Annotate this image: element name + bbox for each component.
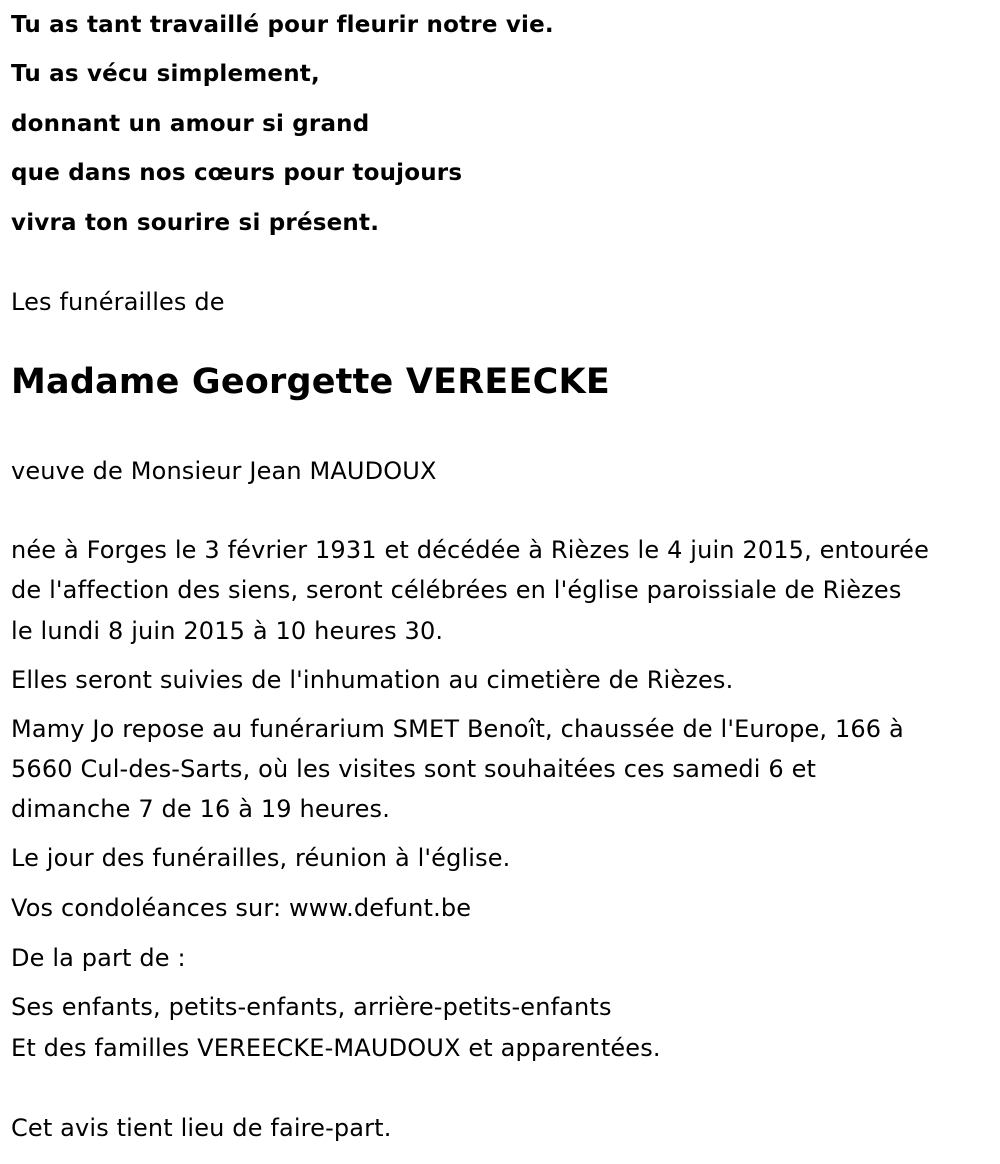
poem-line-3: donnant un amour si grand — [11, 111, 370, 137]
birth-death-line-3: le lundi 8 juin 2015 à 10 heures 30. — [11, 617, 444, 645]
family-line-2: Et des familles VEREECKE-MAUDOUX et apparentées. — [11, 1034, 661, 1062]
repose-line-2: 5660 Cul-des-Sarts, où les visites sont souhaitées ces samedi 6 et — [11, 755, 817, 783]
repose-line-3: dimanche 7 de 16 à 19 heures. — [11, 795, 390, 823]
from-label: De la part de : — [11, 944, 186, 972]
burial-text: Elles seront suivies de l'inhumation au cimetière de Rièzes. — [11, 666, 734, 694]
closing-text: Cet avis tient lieu de faire-part. — [11, 1114, 392, 1142]
funeral-intro: Les funérailles de — [11, 288, 225, 316]
condolences-text: Vos condoléances sur: www.defunt.be — [11, 894, 472, 922]
birth-death-line-1: née à Forges le 3 février 1931 et décédée à Rièzes le 4 juin 2015, entourée — [11, 536, 929, 564]
widow-of: veuve de Monsieur Jean MAUDOUX — [11, 457, 437, 485]
repose-line-1: Mamy Jo repose au funérarium SMET Benoît, chaussée de l'Europe, 166 à — [11, 715, 904, 743]
poem-line-1: Tu as tant travaillé pour fleurir notre vie. — [11, 12, 554, 38]
family-line-1: Ses enfants, petits-enfants, arrière-petits-enfants — [11, 993, 612, 1021]
poem-line-2: Tu as vécu simplement, — [11, 61, 320, 87]
poem-line-4: que dans nos cœurs pour toujours — [11, 160, 463, 186]
birth-death-line-2: de l'affection des siens, seront célébrées en l'église paroissiale de Rièzes — [11, 576, 902, 604]
poem-line-5: vivra ton sourire si présent. — [11, 210, 380, 236]
deceased-name: Madame Georgette VEREECKE — [11, 362, 610, 402]
meeting-text: Le jour des funérailles, réunion à l'église. — [11, 844, 511, 872]
